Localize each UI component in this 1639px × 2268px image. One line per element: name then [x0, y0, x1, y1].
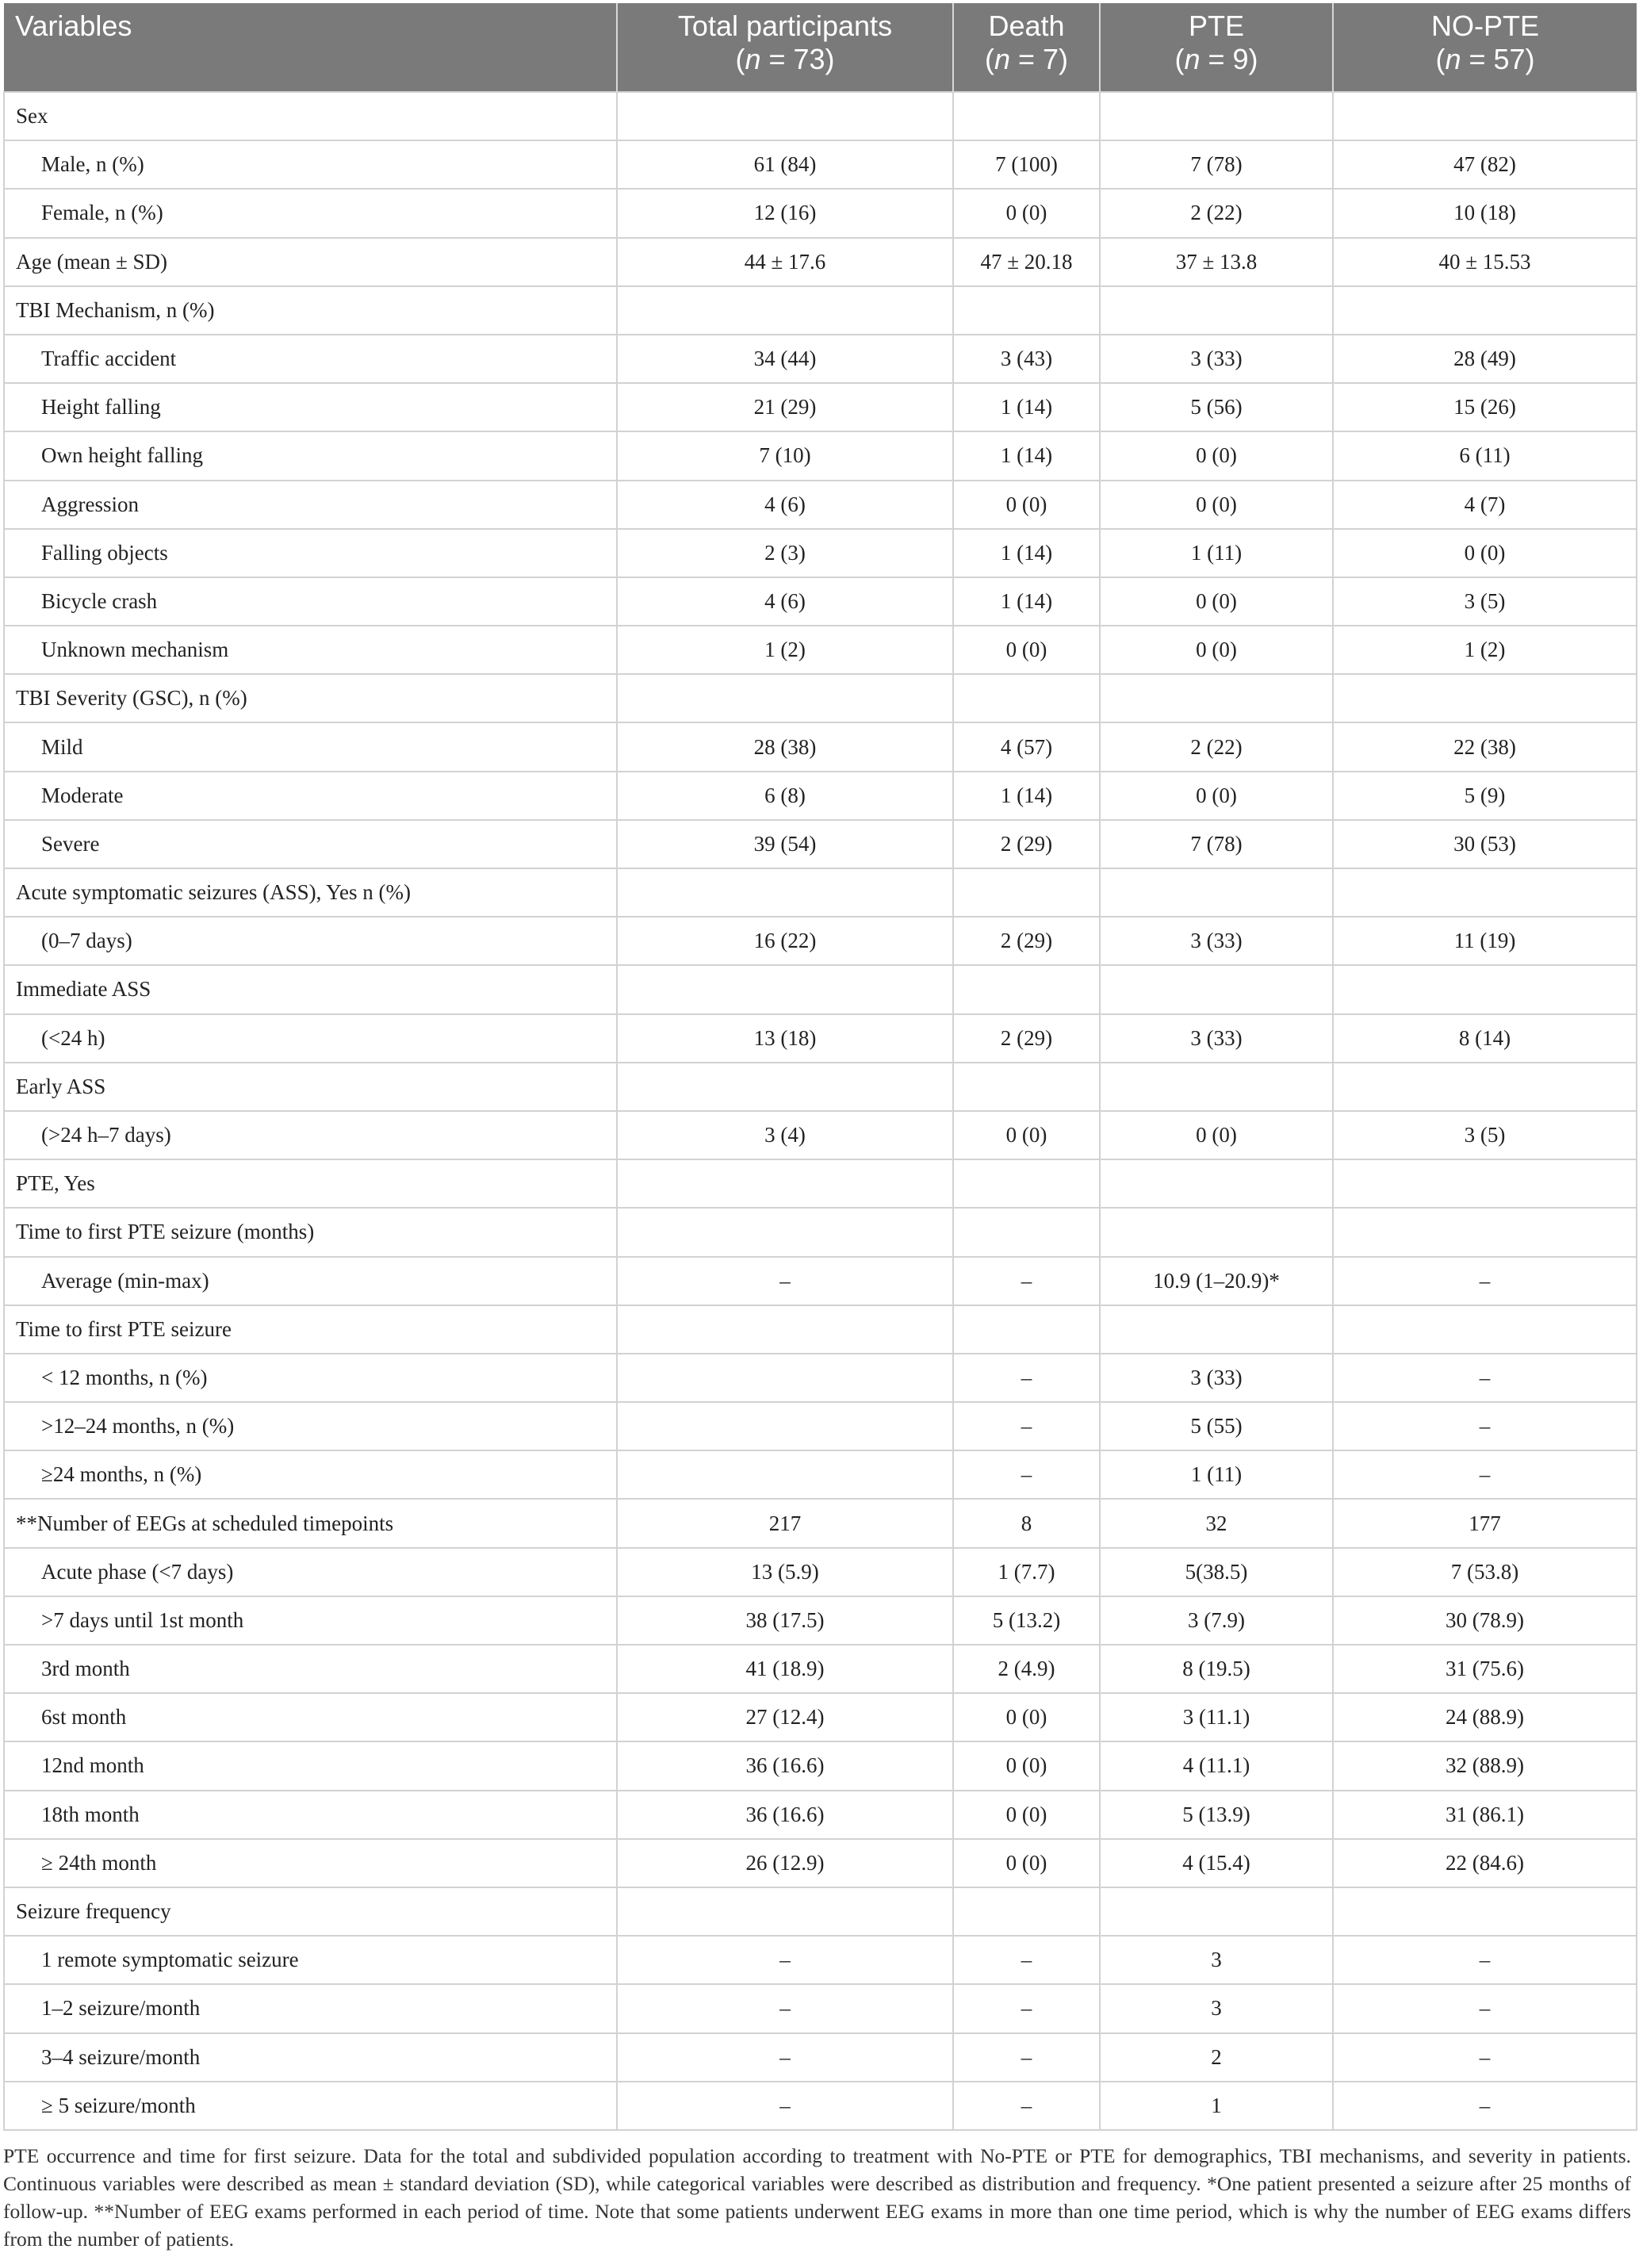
- row-label: Female, n (%): [4, 189, 617, 237]
- table-cell: 47 ± 20.18: [953, 238, 1100, 286]
- table-cell: [617, 1159, 953, 1208]
- table-cell: [617, 1402, 953, 1450]
- table-cell: –: [617, 2082, 953, 2130]
- table-cell: 6 (11): [1333, 431, 1637, 480]
- table-cell: [953, 868, 1100, 917]
- table-cell: 28 (38): [617, 722, 953, 771]
- table-cell: –: [1333, 1984, 1637, 2032]
- row-label: 6st month: [4, 1693, 617, 1741]
- table-cell: [953, 1305, 1100, 1354]
- header-title: Death: [988, 10, 1065, 42]
- table-row: [4, 868, 1637, 917]
- table-cell: 1 (14): [953, 772, 1100, 820]
- table-cell: –: [953, 1354, 1100, 1402]
- row-label: < 12 months, n (%): [4, 1354, 617, 1402]
- table-cell: 8: [953, 1499, 1100, 1547]
- table-cell: 1 (14): [953, 529, 1100, 577]
- table-cell: 47 (82): [1333, 140, 1637, 189]
- table-cell: 22 (38): [1333, 722, 1637, 771]
- table-cell: [1100, 1305, 1333, 1354]
- table-header: [4, 3, 1637, 92]
- table-cell: [953, 965, 1100, 1013]
- row-label: Average (min-max): [4, 1257, 617, 1305]
- table-cell: 36 (16.6): [617, 1791, 953, 1839]
- table-cell: 0 (0): [953, 1791, 1100, 1839]
- table-cell: 3 (4): [617, 1111, 953, 1159]
- table-cell: –: [953, 1936, 1100, 1984]
- table-row: [4, 1887, 1637, 1936]
- table-cell: 40 ± 15.53: [1333, 238, 1637, 286]
- table-cell: [1333, 868, 1637, 917]
- table-cell: 0 (0): [1333, 529, 1637, 577]
- table-cell: 32: [1100, 1499, 1333, 1547]
- table-row: [4, 722, 1637, 771]
- table-row: [4, 286, 1637, 335]
- header-row: [4, 3, 1637, 92]
- table-cell: 1 (14): [953, 383, 1100, 431]
- table-row: [4, 1499, 1637, 1547]
- header-title: Total participants: [677, 10, 893, 42]
- table-cell: –: [953, 1984, 1100, 2032]
- table-row: [4, 1450, 1637, 1499]
- table-cell: 16 (22): [617, 917, 953, 965]
- row-label: 3–4 seizure/month: [4, 2033, 617, 2082]
- table-row: [4, 1402, 1637, 1450]
- table-cell: 7 (100): [953, 140, 1100, 189]
- table-cell: [617, 1305, 953, 1354]
- row-label: Seizure frequency: [4, 1887, 617, 1936]
- table-cell: 8 (14): [1333, 1014, 1637, 1063]
- table-cell: –: [1333, 1936, 1637, 1984]
- table-cell: 28 (49): [1333, 335, 1637, 383]
- table-cell: [1333, 1208, 1637, 1256]
- table-cell: 3: [1100, 1984, 1333, 2032]
- table-cell: 44 ± 17.6: [617, 238, 953, 286]
- table-cell: –: [953, 2082, 1100, 2130]
- table-cell: 4 (11.1): [1100, 1741, 1333, 1790]
- row-label: TBI Severity (GSC), n (%): [4, 674, 617, 722]
- table-cell: 2 (3): [617, 529, 953, 577]
- table-cell: 4 (6): [617, 481, 953, 529]
- row-label: Early ASS: [4, 1063, 617, 1111]
- table-row: [4, 626, 1637, 674]
- table-cell: 12 (16): [617, 189, 953, 237]
- row-label: (>24 h–7 days): [4, 1111, 617, 1159]
- table-cell: 3 (5): [1333, 577, 1637, 626]
- table-cell: 217: [617, 1499, 953, 1547]
- table-cell: 4 (6): [617, 577, 953, 626]
- row-label: Sex: [4, 92, 617, 140]
- table-cell: –: [617, 2033, 953, 2082]
- table-cell: 61 (84): [617, 140, 953, 189]
- table-row: [4, 335, 1637, 383]
- row-label: Mild: [4, 722, 617, 771]
- table-row: [4, 577, 1637, 626]
- table-caption: PTE occurrence and time for first seizure. Data for the total and subdivided population according to treatment with No-PTE or PTE for demographics, TBI mechanisms, and severity in patients. Continuous variables were described as mean ± standard deviation (SD), while categorical variables were described as distribution and frequency. *One patient presented a seizure after 25 months of follow-up. **Number of EEG exams performed in each period of time. Note that some patients underwent EEG exams in more than one time period, which is why the number of EEG exams differs from the number of patients.: [3, 2143, 1631, 2251]
- table-cell: [953, 1887, 1100, 1936]
- row-label: Severe: [4, 820, 617, 868]
- table-row: [4, 431, 1637, 480]
- table-cell: 0 (0): [1100, 431, 1333, 480]
- table-cell: 21 (29): [617, 383, 953, 431]
- table-cell: [1333, 1063, 1637, 1111]
- header-n: (n = 73): [735, 43, 835, 75]
- table-cell: 15 (26): [1333, 383, 1637, 431]
- table-cell: [1100, 92, 1333, 140]
- table-cell: [1333, 1887, 1637, 1936]
- table-cell: [617, 1208, 953, 1256]
- table-cell: 39 (54): [617, 820, 953, 868]
- row-label: Bicycle crash: [4, 577, 617, 626]
- table-cell: [1100, 286, 1333, 335]
- row-label: Age (mean ± SD): [4, 238, 617, 286]
- table-cell: 2: [1100, 2033, 1333, 2082]
- table-cell: 4 (7): [1333, 481, 1637, 529]
- table-row: [4, 674, 1637, 722]
- table-cell: 3 (33): [1100, 335, 1333, 383]
- header-n: (n = 7): [984, 43, 1069, 75]
- table-row: [4, 1111, 1637, 1159]
- table-cell: 1 (11): [1100, 529, 1333, 577]
- table-cell: 4 (57): [953, 722, 1100, 771]
- table-cell: 5 (13.2): [953, 1596, 1100, 1645]
- table-cell: 27 (12.4): [617, 1693, 953, 1741]
- table-cell: [1333, 1159, 1637, 1208]
- table-cell: 3 (11.1): [1100, 1693, 1333, 1741]
- table-cell: 1 (14): [953, 431, 1100, 480]
- table-row: [4, 1693, 1637, 1741]
- table-cell: 1: [1100, 2082, 1333, 2130]
- table-cell: –: [1333, 1257, 1637, 1305]
- table-cell: 4 (15.4): [1100, 1839, 1333, 1887]
- row-label: Acute symptomatic seizures (ASS), Yes n (%): [4, 868, 617, 917]
- table-row: [4, 2033, 1637, 2082]
- table-cell: [953, 1063, 1100, 1111]
- table-cell: –: [1333, 2082, 1637, 2130]
- table-cell: [1100, 674, 1333, 722]
- table-cell: 3 (33): [1100, 1014, 1333, 1063]
- row-label: ≥ 24th month: [4, 1839, 617, 1887]
- table-row: [4, 1305, 1637, 1354]
- row-label: ≥24 months, n (%): [4, 1450, 617, 1499]
- row-label: Traffic accident: [4, 335, 617, 383]
- row-label: 1–2 seizure/month: [4, 1984, 617, 2032]
- table-row: [4, 772, 1637, 820]
- row-label: Falling objects: [4, 529, 617, 577]
- table-cell: 22 (84.6): [1333, 1839, 1637, 1887]
- table-cell: [617, 1887, 953, 1936]
- table-row: [4, 481, 1637, 529]
- table-cell: 32 (88.9): [1333, 1741, 1637, 1790]
- table-cell: [1100, 1063, 1333, 1111]
- table-cell: 2 (29): [953, 820, 1100, 868]
- table-cell: 24 (88.9): [1333, 1693, 1637, 1741]
- table-cell: [617, 868, 953, 917]
- table-cell: 3 (5): [1333, 1111, 1637, 1159]
- table-row: [4, 1741, 1637, 1790]
- table-row: [4, 92, 1637, 140]
- table-cell: 0 (0): [953, 1839, 1100, 1887]
- row-label: 1 remote symptomatic seizure: [4, 1936, 617, 1984]
- table-cell: 0 (0): [953, 1111, 1100, 1159]
- table-cell: –: [1333, 1402, 1637, 1450]
- row-label: Unknown mechanism: [4, 626, 617, 674]
- table-cell: [953, 1208, 1100, 1256]
- table-cell: 7 (78): [1100, 140, 1333, 189]
- table-cell: 5 (13.9): [1100, 1791, 1333, 1839]
- table-cell: 1 (14): [953, 577, 1100, 626]
- row-label: Own height falling: [4, 431, 617, 480]
- table-cell: 7 (53.8): [1333, 1548, 1637, 1596]
- table-cell: [1333, 286, 1637, 335]
- table-cell: [617, 286, 953, 335]
- table-cell: 7 (78): [1100, 820, 1333, 868]
- header-pte: [1100, 3, 1333, 92]
- table-cell: 0 (0): [1100, 626, 1333, 674]
- table-cell: 0 (0): [953, 1741, 1100, 1790]
- table-cell: 3 (33): [1100, 917, 1333, 965]
- table-cell: 0 (0): [1100, 1111, 1333, 1159]
- table-cell: –: [1333, 1450, 1637, 1499]
- table-row: [4, 529, 1637, 577]
- table-cell: 31 (86.1): [1333, 1791, 1637, 1839]
- table-cell: 1 (2): [617, 626, 953, 674]
- row-label: Immediate ASS: [4, 965, 617, 1013]
- table-cell: [1333, 674, 1637, 722]
- data-table: [3, 3, 1637, 2131]
- table-cell: 26 (12.9): [617, 1839, 953, 1887]
- row-label: Moderate: [4, 772, 617, 820]
- table-cell: 5(38.5): [1100, 1548, 1333, 1596]
- table-cell: 5 (56): [1100, 383, 1333, 431]
- table-row: [4, 140, 1637, 189]
- table-row: [4, 238, 1637, 286]
- table-row: [4, 820, 1637, 868]
- table-cell: [617, 92, 953, 140]
- row-label: (0–7 days): [4, 917, 617, 965]
- header-death: [953, 3, 1100, 92]
- table-cell: –: [1333, 2033, 1637, 2082]
- table-cell: 41 (18.9): [617, 1645, 953, 1693]
- table-cell: [1333, 965, 1637, 1013]
- table-cell: –: [1333, 1354, 1637, 1402]
- table-row: [4, 1257, 1637, 1305]
- table-cell: 5 (55): [1100, 1402, 1333, 1450]
- table-cell: 1 (11): [1100, 1450, 1333, 1499]
- row-label: Acute phase (<7 days): [4, 1548, 617, 1596]
- table-cell: [953, 286, 1100, 335]
- table-row: [4, 1354, 1637, 1402]
- table-cell: 0 (0): [953, 481, 1100, 529]
- table-cell: 0 (0): [1100, 772, 1333, 820]
- table-cell: 0 (0): [953, 189, 1100, 237]
- header-title: NO-PTE: [1430, 10, 1539, 42]
- table-cell: –: [953, 2033, 1100, 2082]
- table-cell: 8 (19.5): [1100, 1645, 1333, 1693]
- table-cell: 13 (18): [617, 1014, 953, 1063]
- table-cell: 177: [1333, 1499, 1637, 1547]
- table-cell: 38 (17.5): [617, 1596, 953, 1645]
- table-cell: 7 (10): [617, 431, 953, 480]
- row-label: 3rd month: [4, 1645, 617, 1693]
- table-cell: [1100, 868, 1333, 917]
- table-container: [3, 3, 1636, 2253]
- table-row: [4, 1208, 1637, 1256]
- row-label: Aggression: [4, 481, 617, 529]
- row-label: 12nd month: [4, 1741, 617, 1790]
- row-label: ≥ 5 seizure/month: [4, 2082, 617, 2130]
- table-row: [4, 1159, 1637, 1208]
- table-row: [4, 189, 1637, 237]
- table-cell: [617, 1354, 953, 1402]
- table-cell: [1100, 1208, 1333, 1256]
- table-cell: [953, 92, 1100, 140]
- table-cell: [617, 674, 953, 722]
- header-title: PTE: [1188, 10, 1244, 42]
- table-cell: 30 (53): [1333, 820, 1637, 868]
- table-row: [4, 1063, 1637, 1111]
- table-row: [4, 1791, 1637, 1839]
- table-cell: [617, 1063, 953, 1111]
- table-cell: 2 (4.9): [953, 1645, 1100, 1693]
- header-total-participants: [617, 3, 953, 92]
- table-cell: 3 (43): [953, 335, 1100, 383]
- table-row: [4, 1548, 1637, 1596]
- header-n: (n = 9): [1174, 43, 1258, 75]
- table-row: [4, 1014, 1637, 1063]
- row-label: (<24 h): [4, 1014, 617, 1063]
- table-cell: 0 (0): [953, 1693, 1100, 1741]
- row-label: Time to first PTE seizure: [4, 1305, 617, 1354]
- table-cell: 5 (9): [1333, 772, 1637, 820]
- table-cell: 6 (8): [617, 772, 953, 820]
- row-label: Height falling: [4, 383, 617, 431]
- table-row: [4, 1645, 1637, 1693]
- table-cell: –: [617, 1936, 953, 1984]
- table-cell: [617, 965, 953, 1013]
- table-cell: 11 (19): [1333, 917, 1637, 965]
- table-cell: [953, 674, 1100, 722]
- row-label: PTE, Yes: [4, 1159, 617, 1208]
- table-row: [4, 1596, 1637, 1645]
- table-row: [4, 1984, 1637, 2032]
- table-cell: [1100, 965, 1333, 1013]
- table-cell: [1333, 1305, 1637, 1354]
- table-cell: [617, 1450, 953, 1499]
- table-cell: 3 (33): [1100, 1354, 1333, 1402]
- table-row: [4, 1936, 1637, 1984]
- header-variables: Variables: [4, 3, 617, 92]
- row-label: TBI Mechanism, n (%): [4, 286, 617, 335]
- header-n: (n = 57): [1435, 43, 1535, 75]
- table-cell: 1 (2): [1333, 626, 1637, 674]
- table-cell: 37 ± 13.8: [1100, 238, 1333, 286]
- table-cell: 3 (7.9): [1100, 1596, 1333, 1645]
- table-row: [4, 965, 1637, 1013]
- table-cell: [1100, 1887, 1333, 1936]
- table-cell: –: [617, 1257, 953, 1305]
- table-cell: –: [617, 1984, 953, 2032]
- table-cell: 13 (5.9): [617, 1548, 953, 1596]
- table-cell: 10 (18): [1333, 189, 1637, 237]
- table-cell: 34 (44): [617, 335, 953, 383]
- table-cell: 10.9 (1–20.9)*: [1100, 1257, 1333, 1305]
- table-cell: [1333, 92, 1637, 140]
- table-cell: 30 (78.9): [1333, 1596, 1637, 1645]
- row-label: >7 days until 1st month: [4, 1596, 617, 1645]
- table-cell: 0 (0): [1100, 577, 1333, 626]
- table-cell: 0 (0): [1100, 481, 1333, 529]
- table-cell: 2 (29): [953, 1014, 1100, 1063]
- table-cell: 0 (0): [953, 626, 1100, 674]
- row-label: **Number of EEGs at scheduled timepoints: [4, 1499, 617, 1547]
- table-body: [4, 92, 1637, 2130]
- table-cell: [1100, 1159, 1333, 1208]
- row-label: Time to first PTE seizure (months): [4, 1208, 617, 1256]
- table-cell: 2 (22): [1100, 189, 1333, 237]
- table-row: [4, 2082, 1637, 2130]
- table-cell: 2 (22): [1100, 722, 1333, 771]
- table-cell: 31 (75.6): [1333, 1645, 1637, 1693]
- row-label: 18th month: [4, 1791, 617, 1839]
- row-label: Male, n (%): [4, 140, 617, 189]
- header-no-pte: [1333, 3, 1637, 92]
- table-cell: –: [953, 1450, 1100, 1499]
- row-label: >12–24 months, n (%): [4, 1402, 617, 1450]
- table-row: [4, 917, 1637, 965]
- table-row: [4, 1839, 1637, 1887]
- table-row: [4, 383, 1637, 431]
- table-cell: 1 (7.7): [953, 1548, 1100, 1596]
- table-cell: 2 (29): [953, 917, 1100, 965]
- table-cell: –: [953, 1257, 1100, 1305]
- table-cell: [953, 1159, 1100, 1208]
- table-cell: –: [953, 1402, 1100, 1450]
- table-cell: 36 (16.6): [617, 1741, 953, 1790]
- table-cell: 3: [1100, 1936, 1333, 1984]
